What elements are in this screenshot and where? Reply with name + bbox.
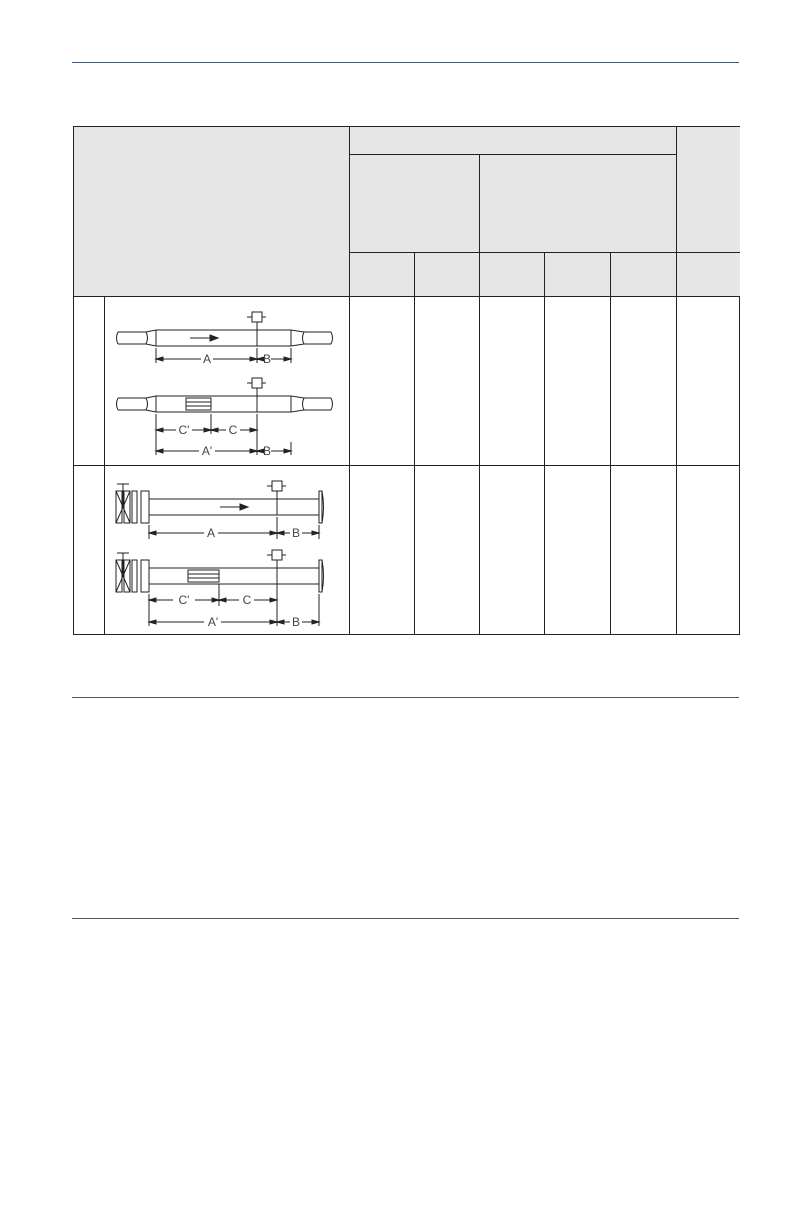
page-header-rule xyxy=(72,62,739,63)
col-line-1 xyxy=(349,127,350,635)
dim-label: A' xyxy=(201,444,213,458)
dim-label: B xyxy=(262,352,272,366)
dim-label: A xyxy=(202,352,212,366)
dim-label: B xyxy=(291,526,301,540)
section-rule-upper xyxy=(72,697,739,698)
dim-label: C' xyxy=(178,423,190,437)
header-line-group xyxy=(349,154,676,155)
dim-label: C' xyxy=(178,593,190,607)
dim-label: A' xyxy=(207,615,219,629)
dim-label: A xyxy=(206,526,216,540)
dim-label: B xyxy=(262,444,272,458)
dim-label: C xyxy=(228,423,238,437)
col-line-5 xyxy=(610,252,611,635)
pipe-diagram-row2 xyxy=(106,466,348,634)
dimension-table xyxy=(73,126,740,635)
col-line-4 xyxy=(544,252,545,635)
section-rule-lower xyxy=(72,918,739,919)
col-line-2 xyxy=(414,252,415,635)
col-line-6 xyxy=(676,127,677,635)
col-line-3 xyxy=(479,154,480,635)
dim-label: C xyxy=(242,593,252,607)
pipe-diagram-row1 xyxy=(106,297,348,465)
col-line-diagram xyxy=(104,296,105,635)
dim-label: B xyxy=(291,615,301,629)
table-header-left xyxy=(74,127,349,296)
